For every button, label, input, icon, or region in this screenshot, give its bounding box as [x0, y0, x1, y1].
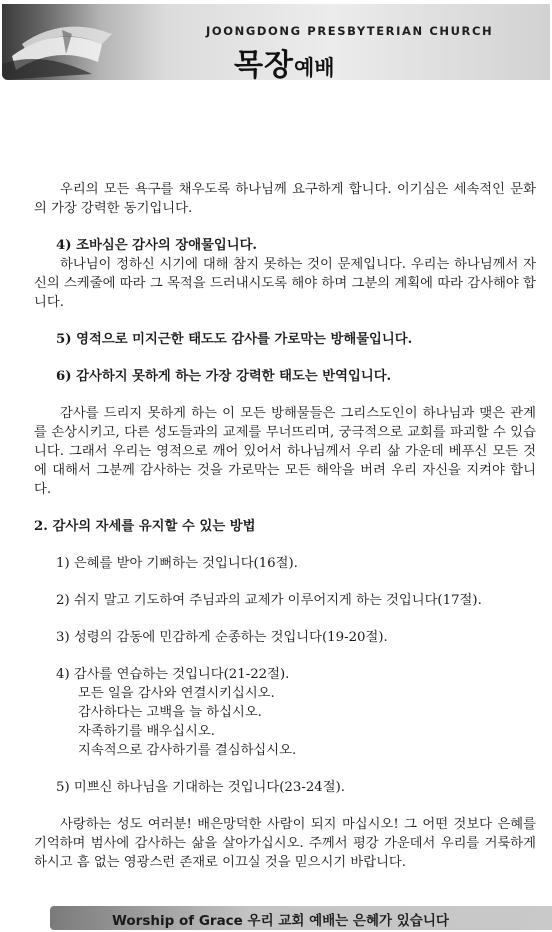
heading-impatience: 4) 조바심은 감사의 장애물입니다.: [56, 238, 258, 253]
paragraph-obstacles: 감사를 드리지 못하게 하는 이 모든 방해물들은 그리스도인이 하나님과 맺은 관계를 손상시키고, 다른 성도들과의 교제를 무너뜨리며, 궁극적으로 교회를 파괴할 수 있습니다. 그래서 우리는 영적으로 깨어 있어서 하나님께서 우리 삶 가운데 베푸신 모든 것에 대해서 그분께 감사하는 것을 가로막는 모든 해악을 버려 우리 자신을 지켜야 합니다.: [34, 406, 536, 497]
service-title: [234, 40, 335, 80]
method-4-line: 모든 일을 감사와 연결시키십시오.: [78, 686, 275, 701]
section-heading-methods: 2. 감사의 자세를 유지할 수 있는 방법: [34, 519, 256, 534]
open-book-hands-icon: [2, 4, 152, 80]
church-name: JOONGDONG PRESBYTERIAN CHURCH: [206, 24, 494, 38]
service-title-big: 목장: [234, 48, 294, 80]
method-4-line: 지속적으로 감사하기를 결심하십시오.: [78, 743, 297, 758]
sermon-body: [34, 180, 536, 872]
footer-text: Worship of Grace 우리 교회 예배는 은혜가 있습니다: [112, 913, 449, 929]
method-4-line: 감사하다는 고백을 늘 하십시오.: [78, 705, 262, 720]
paragraph-impatience: 하나님이 정하신 시기에 대해 참지 못하는 것이 문제입니다. 우리는 하나님께서 자신의 스케줄에 따라 그 목적을 드러내시도록 해야 하며 그분의 계획에 따라 감사해야 합니다.: [34, 257, 536, 310]
method-4: 4) 감사를 연습하는 것입니다(21-22절).: [56, 667, 290, 682]
paragraph-selfishness: 우리의 모든 욕구를 채우도록 하나님께 요구하게 합니다. 이기심은 세속적인 문화의 가장 강력한 동기입니다.: [34, 182, 536, 216]
header-banner: [2, 4, 550, 80]
method-3: 3) 성령의 감동에 민감하게 순종하는 것입니다(19-20절).: [56, 630, 388, 645]
method-4-line: 자족하기를 배우십시오.: [78, 724, 215, 739]
method-2: 2) 쉬지 말고 기도하여 주님과의 교제가 이루어지게 하는 것입니다(17절).: [56, 593, 482, 608]
method-1: 1) 은혜를 받아 기뻐하는 것입니다(16절).: [56, 556, 298, 571]
closing-paragraph: 사랑하는 성도 여러분! 배은망덕한 사람이 되지 마십시오! 그 어떤 것보다 은혜를 기억하며 범사에 감사하는 삶을 살아가십시오. 주께서 평강 가운데서 우리를 거룩하게 하시고 흠 없는 영광스런 존재로 이끄실 것을 믿으시기 바랍니다.: [34, 817, 536, 870]
heading-lukewarm: 5) 영적으로 미지근한 태도도 감사를 가로막는 방해물입니다.: [56, 332, 413, 347]
service-title-small: 예배: [293, 56, 335, 80]
heading-rebellion: 6) 감사하지 못하게 하는 가장 강력한 태도는 반역입니다.: [56, 369, 392, 384]
footer-banner: [50, 906, 552, 930]
method-5: 5) 미쁘신 하나님을 기대하는 것입니다(23-24절).: [56, 780, 346, 795]
